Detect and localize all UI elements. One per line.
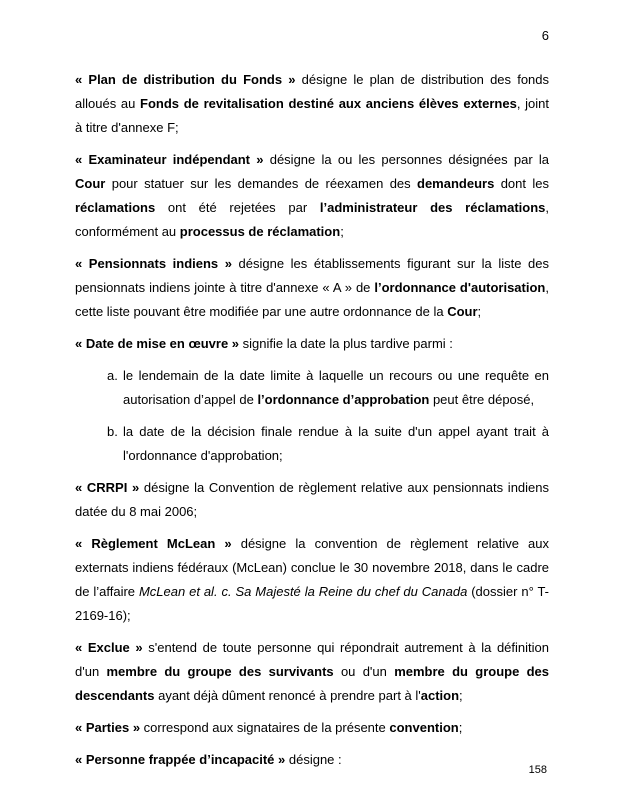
list-item — [75, 420, 549, 468]
paragraph — [75, 532, 549, 628]
defined-term: réclamations — [75, 200, 156, 215]
defined-term: processus de réclamation — [179, 224, 341, 239]
text-run: peut être déposé, — [429, 392, 535, 407]
text-run: la date de la décision finale rendue à la suite d'un appel ayant trait à l'ordonnance d'approbation; — [123, 424, 549, 463]
defined-term: demandeurs — [417, 176, 495, 191]
text-run: , joint à titre d'annexe F; — [75, 96, 549, 135]
text-run: s'entend de toute personne qui répondrait autrement à la définition d'un — [75, 640, 549, 679]
defined-term: membre du groupe des survivants — [106, 664, 334, 679]
list-item-marker: b. — [107, 424, 118, 439]
text-run: désigne la convention de règlement relative aux externats indiens fédéraux (McLean) conclue le 30 novembre 2018, dans le cadre de l’affaire — [75, 536, 549, 599]
document-body — [75, 68, 549, 772]
page-number-bottom: 158 — [528, 764, 547, 776]
text-run: , conformément au — [75, 200, 549, 239]
defined-term: « Personne frappée d’incapacité » — [75, 752, 286, 767]
defined-term: l’ordonnance d’approbation — [257, 392, 430, 407]
defined-term: « Pensionnats indiens » — [75, 256, 232, 271]
paragraph — [75, 148, 549, 244]
text-run: désigne la Convention de règlement relative aux pensionnats indiens datée du 8 mai 2006; — [75, 480, 550, 519]
text-run: correspond aux signataires de la présente — [140, 720, 390, 735]
paragraph — [75, 748, 549, 772]
defined-term: « Règlement McLean » — [75, 536, 232, 551]
text-run: le lendemain de la date limite à laquelle un recours ou une requête en autorisation d’appel de — [123, 368, 549, 407]
text-run: signifie la date la plus tardive parmi : — [239, 336, 453, 351]
text-run: ou d'un — [333, 664, 395, 679]
defined-term: « CRRPI » — [75, 480, 140, 495]
text-run: ; — [459, 688, 463, 703]
defined-term: Fonds de revitalisation destiné aux anciens élèves externes — [140, 96, 517, 111]
paragraph — [75, 476, 549, 524]
defined-term: « Examinateur indépendant » — [75, 152, 264, 167]
paragraph — [75, 68, 549, 140]
text-run: ; — [458, 720, 463, 735]
defined-term: l’ordonnance d'autorisation — [374, 280, 546, 295]
defined-term: convention — [389, 720, 459, 735]
text-run: désigne : — [285, 752, 342, 767]
text-run: ; — [477, 304, 482, 319]
case-citation: McLean et al. c. Sa Majesté la Reine du chef du Canada — [138, 584, 468, 599]
paragraph — [75, 716, 549, 740]
text-run: , cette liste pouvant être modifiée par une autre ordonnance de la — [75, 280, 549, 319]
text-run: désigne le plan de distribution des fonds alloués au — [75, 72, 550, 111]
list-item-marker: a. — [107, 368, 118, 383]
paragraph — [75, 252, 549, 324]
text-run: pour statuer sur les demandes de réexamen des — [105, 176, 418, 191]
text-run: désigne les établissements figurant sur la liste des pensionnats indiens jointe à titre d'annexe « A » de — [75, 256, 549, 295]
defined-term: Cour — [447, 304, 478, 319]
text-run: ; — [340, 224, 344, 239]
paragraph — [75, 636, 549, 708]
page-number-top: 6 — [541, 28, 549, 43]
defined-term: Cour — [75, 176, 106, 191]
defined-term: action — [420, 688, 460, 703]
text-run: désigne la ou les personnes désignées par la — [263, 152, 549, 167]
list-item — [75, 364, 549, 412]
defined-term: « Date de mise en œuvre » — [75, 336, 240, 351]
text-run: ont été rejetées par — [155, 200, 320, 215]
defined-term: « Parties » — [75, 720, 141, 735]
defined-term: membre du groupe des descendants — [75, 664, 550, 703]
defined-term: « Plan de distribution du Fonds » — [75, 72, 296, 87]
defined-term: l’administrateur des réclamations — [319, 200, 546, 215]
text-run: dont les — [494, 176, 549, 191]
paragraph — [75, 332, 549, 356]
defined-term: « Exclue » — [75, 640, 143, 655]
text-run: ayant déjà dûment renoncé à prendre part à l' — [154, 688, 421, 703]
text-run: (dossier n° T-2169-16); — [75, 584, 549, 623]
